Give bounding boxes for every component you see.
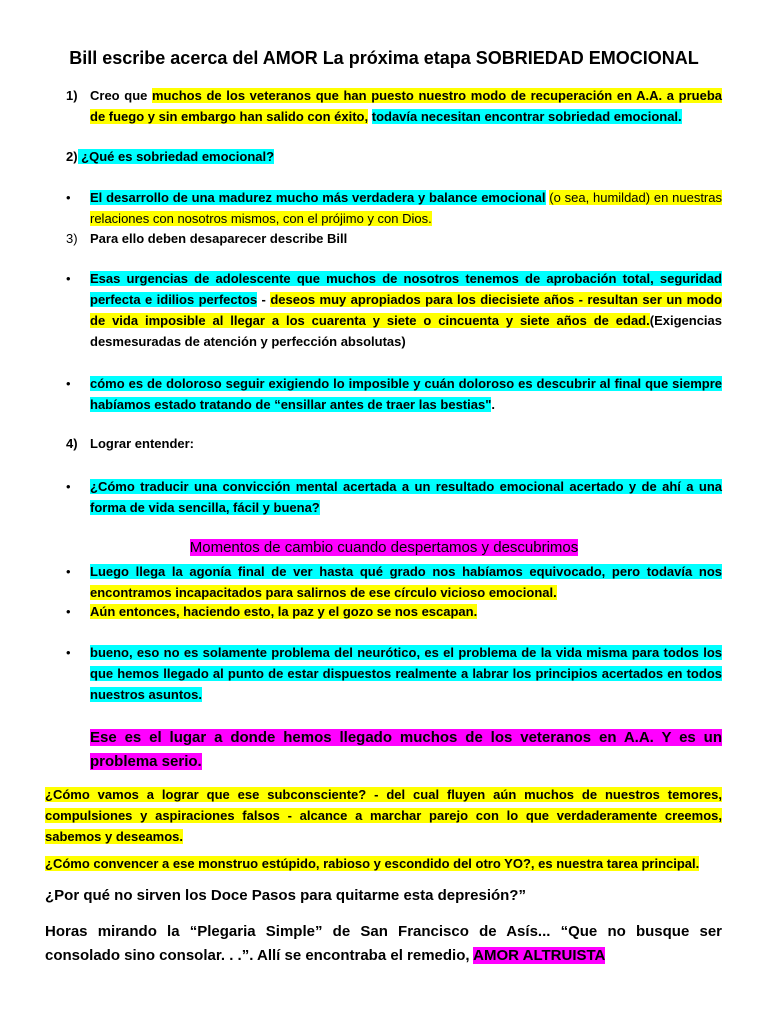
- bullet-5-cyan: Luego llega la agonía final de ver hasta qué grado nos habíamos equivocado, pero todavía nos: [90, 564, 722, 579]
- item-2-text: ¿Qué es sobriedad emocional?: [77, 149, 275, 164]
- bullet-icon: •: [66, 271, 71, 286]
- bullet-2-cyan: Esas urgencias de adolescente que muchos de nosotros tenemos de aprobación total, seguridad perfecta e idilios perfectos: [90, 271, 722, 307]
- bullet-icon: •: [66, 645, 71, 660]
- bullet-1-cyan: El desarrollo de una madurez mucho más verdadera y balance emocional: [90, 190, 546, 205]
- bullet-2-yellow: deseos muy apropiados para los diecisiete años - resultan ser un modo de vida imposible al llegar a los cuarenta y siete o cincuenta y siete años de edad.: [90, 292, 722, 328]
- item-1-cyan: todavía necesitan encontrar sobriedad emocional.: [371, 109, 682, 124]
- bullet-6-yellow: Aún entonces, haciendo esto, la paz y el gozo se nos escapan.: [90, 604, 478, 619]
- item-number-2: 2): [66, 149, 78, 164]
- yellow-paragraph-2-text: ¿Cómo convencer a ese monstruo estúpido, rabioso y escondido del otro YO?, es nuestra tarea principal.: [45, 856, 700, 871]
- bullet-icon: •: [66, 376, 71, 391]
- bullet-7-cyan: bueno, eso no es solamente problema del neurótico, es el problema de la vida misma para todos los que hemos llegado al punto de estar dispuestos realmente a labrar los principios acertados en todos nuestros asuntos.: [90, 645, 722, 702]
- bullet-7-text: [90, 642, 722, 705]
- bullet-2-text: [90, 268, 722, 352]
- item-1-plain: Creo que: [90, 88, 152, 103]
- bullet-4-text: [90, 476, 722, 518]
- yellow-paragraph-1-text: ¿Cómo vamos a lograr que ese subconsciente? - del cual fluyen aún muchos de nuestros temores, compulsiones y aspiraciones falsos - alcance a marchar parejo con lo que verdaderamente creemos, sabemos y deseamos.: [45, 787, 722, 844]
- bullet-1-text: [90, 187, 722, 229]
- item-number-4: 4): [66, 436, 78, 451]
- moments-heading: Momentos de cambio cuando despertamos y descubrimos: [189, 539, 579, 556]
- bullet-1-yellow: (o sea, humildad) en nuestras relaciones con nosotros mismos, con el prójimo y con Dios.: [90, 190, 722, 226]
- yellow-paragraph-2: [45, 853, 722, 874]
- item-1-text: [90, 85, 722, 127]
- moments-heading-wrap: [0, 537, 768, 559]
- bullet-icon: •: [66, 479, 71, 494]
- item-number-1: 1): [66, 88, 78, 103]
- magenta-paragraph-text: Ese es el lugar a donde hemos llegado muchos de los veteranos en A.A. Y es un problema serio.: [90, 729, 722, 770]
- magenta-paragraph: [90, 726, 722, 774]
- bullet-3-cyan: cómo es de doloroso seguir exigiendo lo imposible y cuán doloroso es descubrir al final que siempre habíamos estado tratando de “ensillar antes de traer las bestias": [90, 376, 722, 412]
- item-2: [66, 146, 274, 167]
- item-4-text: Lograr entender:: [90, 436, 195, 451]
- item-3-text: Para ello deben desaparecer describe Bill: [90, 231, 348, 246]
- bullet-3-end: .: [491, 397, 495, 412]
- bullet-icon: •: [66, 190, 71, 205]
- bullet-4-cyan: ¿Cómo traducir una convicción mental acertada a un resultado emocional acertado y de ahí a una forma de vida sencilla, fácil y buena?: [90, 479, 722, 515]
- page-title: Bill escribe acerca del AMOR La próxima etapa SOBRIEDAD EMOCIONAL: [69, 48, 699, 68]
- bullet-icon: •: [66, 604, 71, 619]
- final-paragraph: [45, 920, 722, 968]
- bullet-6-text: [90, 601, 722, 622]
- bullet-2-dash: -: [257, 292, 271, 307]
- item-1-yellow: muchos de los veteranos que han puesto nuestro modo de recuperación en A.A. a prueba de fuego y sin embargo han salido con éxito,: [90, 88, 722, 124]
- final-paragraph-text: Horas mirando la “Plegaria Simple” de San Francisco de Asís... “Que no busque ser consolado sino consolar. . .”. Allí se encontraba el remedio,: [45, 923, 722, 964]
- yellow-paragraph-1: [45, 784, 722, 847]
- bullet-3-text: [90, 373, 722, 415]
- bullet-icon: •: [66, 564, 71, 579]
- amor-altruista-highlight: AMOR ALTRUISTA: [473, 947, 606, 964]
- bullet-5-text: [90, 561, 722, 603]
- question-line: ¿Por qué no sirven los Doce Pasos para quitarme esta depresión?”: [45, 887, 526, 904]
- bullet-5-yellow: encontramos incapacitados para salirnos de ese círculo vicioso emocional.: [90, 585, 557, 600]
- bullet-2-plain: (Exigencias desmesuradas de atención y perfección absolutas): [90, 313, 722, 349]
- item-number-3: 3): [66, 231, 78, 246]
